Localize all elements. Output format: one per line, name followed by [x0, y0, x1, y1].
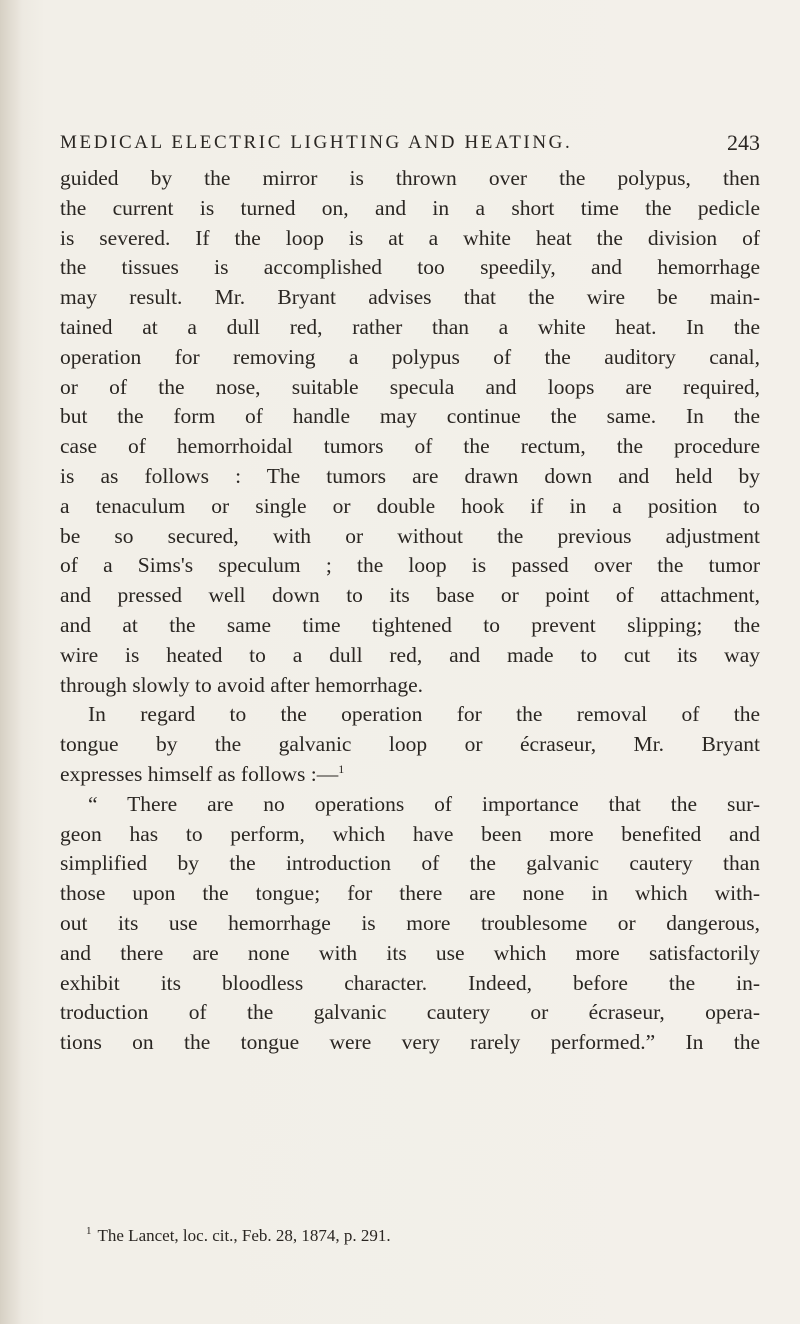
- quote-line: tions on the tongue were very rarely performed.” In the: [60, 1030, 760, 1055]
- quote-line: and there are none with its use which more satisfactorily: [60, 940, 760, 965]
- text-line-with-footnote-ref: [60, 760, 760, 790]
- quote-line: exhibit its bloodless character. Indeed, before the in-: [60, 970, 760, 995]
- page-number: 243: [727, 130, 760, 155]
- footnote: [86, 1224, 391, 1248]
- text-line-content: expresses himself as follows :—: [60, 761, 339, 786]
- footnote-text: The Lancet, loc. cit., Feb. 28, 1874, p. 291.: [97, 1226, 391, 1245]
- quote-line: geon has to perform, which have been more benefited and: [60, 821, 760, 846]
- text-line: is severed. If the loop is at a white heat the division of: [60, 225, 760, 250]
- running-head: [60, 128, 760, 158]
- quote-line: troduction of the galvanic cautery or écraseur, opera-: [60, 1000, 760, 1025]
- quote-line: simplified by the introduction of the galvanic cautery than: [60, 851, 760, 876]
- text-line: tained at a dull red, rather than a white heat. In the: [60, 314, 760, 339]
- footnote-reference: 1: [338, 761, 345, 776]
- text-line: wire is heated to a dull red, and made to cut its way: [60, 642, 760, 667]
- text-line: of a Sims's speculum ; the loop is passed over the tumor: [60, 553, 760, 578]
- text-line: is as follows : The tumors are drawn down and held by: [60, 463, 760, 488]
- footnote-mark: 1: [86, 1225, 92, 1238]
- text-line: and at the same time tightened to prevent slipping; the: [60, 612, 760, 637]
- page-gutter-shadow: [0, 0, 22, 1324]
- text-line: guided by the mirror is thrown over the polypus, then: [60, 166, 760, 190]
- text-line: but the form of handle may continue the same. In the: [60, 404, 760, 429]
- text-line: the tissues is accomplished too speedily, and hemorrhage: [60, 255, 760, 280]
- quote-line: those upon the tongue; for there are none in which with-: [60, 881, 760, 906]
- text-line: operation for removing a polypus of the auditory canal,: [60, 344, 760, 369]
- quote-line: “ There are no operations of importance that the sur-: [88, 791, 760, 816]
- body-text: [60, 164, 760, 1058]
- text-line: be so secured, with or without the previous adjustment: [60, 523, 760, 548]
- text-line: may result. Mr. Bryant advises that the wire be main-: [60, 285, 760, 310]
- running-title: MEDICAL ELECTRIC LIGHTING AND HEATING.: [60, 132, 573, 153]
- text-line: or of the nose, suitable specula and loops are required,: [60, 374, 760, 399]
- text-line: and pressed well down to its base or point of attachment,: [60, 583, 760, 608]
- text-line: through slowly to avoid after hemorrhage.: [60, 672, 424, 697]
- text-line: case of hemorrhoidal tumors of the rectum, the procedure: [60, 434, 760, 459]
- text-line: the current is turned on, and in a short time the pedicle: [60, 195, 760, 220]
- text-line: In regard to the operation for the removal of the: [88, 702, 760, 727]
- text-line: tongue by the galvanic loop or écraseur, Mr. Bryant: [60, 732, 760, 757]
- quote-line: out its use hemorrhage is more troublesome or dangerous,: [60, 910, 760, 935]
- text-line: a tenaculum or single or double hook if in a position to: [60, 493, 760, 518]
